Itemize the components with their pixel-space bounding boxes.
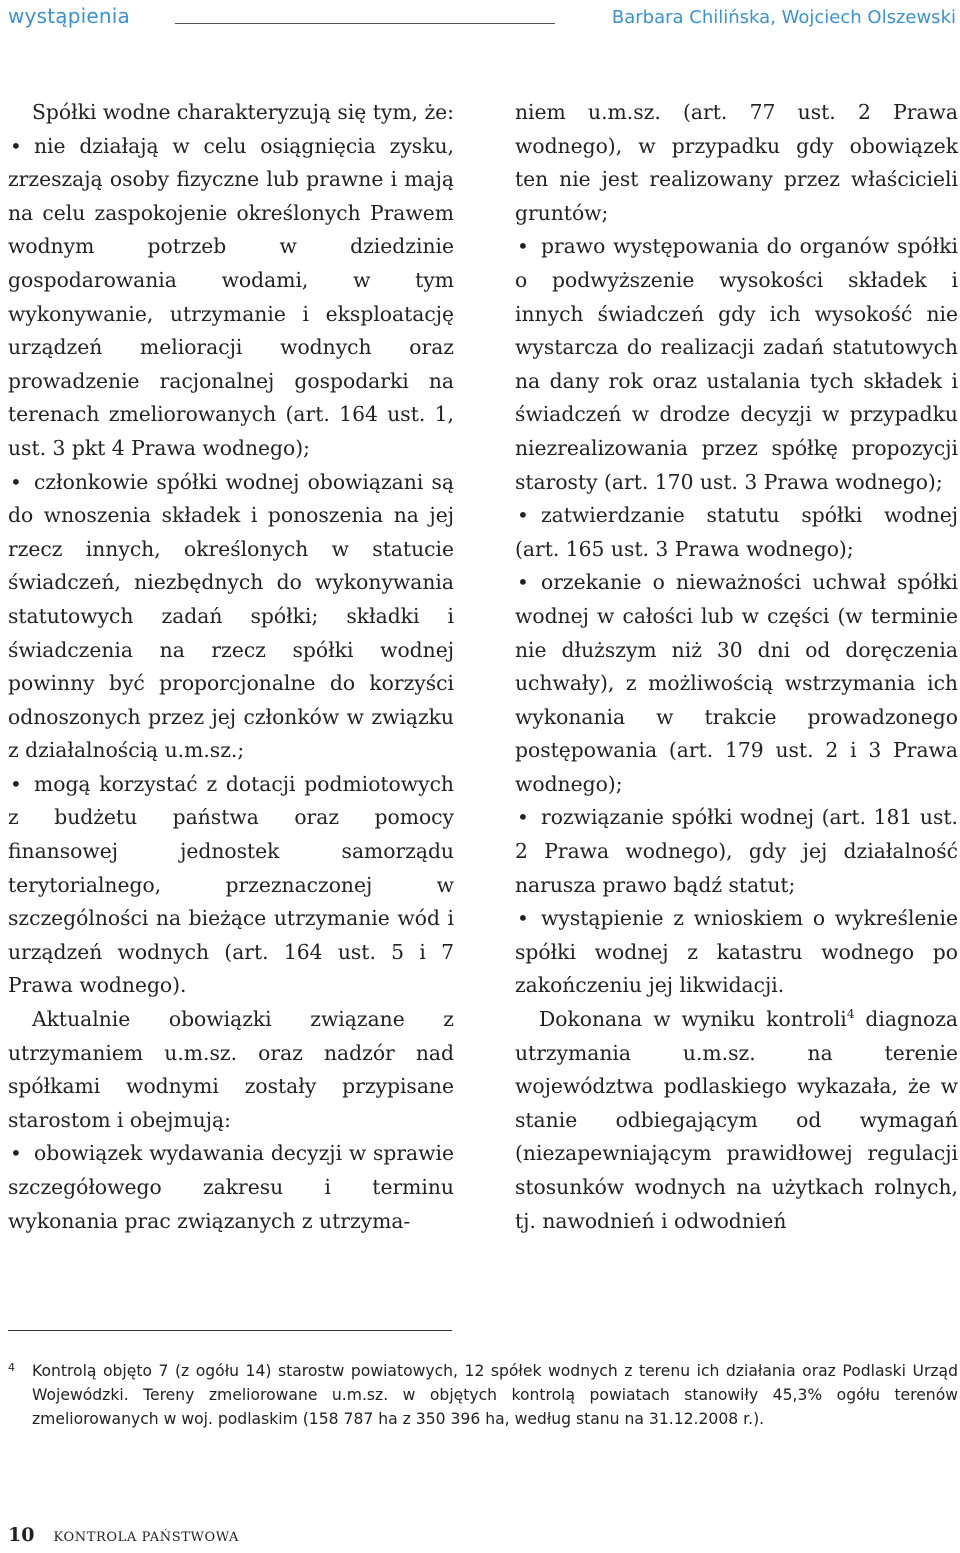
list-item: • zatwierdzanie statutu spółki wodnej (art. 165 ust. 3 Prawa wodnego);: [515, 499, 958, 566]
section-tag: wystąpienia: [8, 4, 130, 28]
left-column: [8, 96, 454, 1238]
findings-text-rest: diagnoza utrzymania u.m.sz. na terenie województwa podlaskiego wykazała, że w stanie odbiegającym od wymagań (niezapewniającym prawidłowej regulacji stosunków wodnych na użytkach rolnych, tj. nawodnień i odwodnień: [515, 1007, 958, 1233]
findings-paragraph: [515, 1003, 958, 1238]
page-footer: [8, 1524, 239, 1546]
footnote-number: 4: [8, 1361, 15, 1374]
intro-paragraph: Spółki wodne charakteryzują się tym, że:: [32, 100, 455, 124]
list-item: • nie działają w celu osiągnięcia zysku, zrzeszają osoby fizyczne lub prawne i mają na celu zaspokojenie określonych Prawem wodnym potrzeb w dziedzinie gospodarowania wodami, w tym wykonywanie, utrzymanie i eksploatację urządzeń melioracji wodnych oraz prowadzenie racjonalnej gospodarki na terenach zmeliorowanych (art. 164 ust. 1, ust. 3 pkt 4 Prawa wodnego);: [8, 130, 454, 466]
findings-text-start: Dokonana w wyniku kontroli: [539, 1007, 847, 1032]
header-rule: [175, 23, 555, 24]
duties-list-continued: [515, 230, 958, 1003]
footnote: [8, 1360, 958, 1431]
continuation-paragraph: niem u.m.sz. (art. 77 ust. 2 Prawa wodnego), w przypadku gdy obowiązek ten nie jest realizowany przez właścicieli gruntów;: [515, 100, 958, 225]
list-item: • prawo występowania do organów spółki o podwyższenie wysokości składek i innych świadczeń gdy ich wysokość nie wystarcza do realizacji zadań statutowych na dany rok oraz ustalania tych składek i świadczeń w drodze decyzji w przypadku niezrealizowania przez spółkę propozycji starosty (art. 170 ust. 3 Prawa wodnego);: [515, 230, 958, 499]
list-item: • członkowie spółki wodnej obowiązani są do wnoszenia składek i ponoszenia na jej rzecz innych, określonych w statucie świadczeń, niezbędnych do wykonywania statutowych zadań spółki; składki i świadczenia na rzecz spółki wodnej powinny być proporcjonalne do korzyści odnoszonych przez jej członków w związku z działalnością u.m.sz.;: [8, 466, 454, 768]
characteristics-list: [8, 130, 454, 1003]
page-number: 10: [8, 1524, 35, 1546]
article-authors: Barbara Chilińska, Wojciech Olszewski: [611, 7, 956, 28]
list-item: • mogą korzystać z dotacji podmiotowych z budżetu państwa oraz pomocy finansowej jednostek samorządu terytorialnego, przeznaczonej w szczególności na bieżące utrzymanie wód i urządzeń wodnych (art. 164 ust. 5 i 7 Prawa wodnego).: [8, 768, 454, 1003]
list-item: • wystąpienie z wnioskiem o wykreślenie spółki wodnej z katastru wodnego po zakończeniu jej likwidacji.: [515, 902, 958, 1003]
duties-list: [8, 1137, 454, 1238]
page-header: [0, 2, 960, 34]
list-item: • rozwiązanie spółki wodnej (art. 181 ust. 2 Prawa wodnego), gdy jej działalność narusza prawo bądź statut;: [515, 801, 958, 902]
footnote-rule: [8, 1330, 452, 1331]
right-column: [515, 96, 958, 1238]
journal-title: KONTROLA PAŃSTWOWA: [53, 1530, 240, 1545]
footnote-text: Kontrolą objęto 7 (z ogółu 14) starostw powiatowych, 12 spółek wodnych z terenu ich działania oraz Podlaski Urząd Wojewódzki. Tereny zmeliorowane u.m.sz. w objętych kontrolą powiatach stanowiły 45,3% ogółu terenów zmeliorowanych w woj. podlaskim (158 787 ha z 350 396 ha, według stanu na 31.12.2008 r.).: [32, 1362, 958, 1428]
footnote-reference[interactable]: 4: [846, 1007, 855, 1022]
list-item: • orzekanie o nieważności uchwał spółki wodnej w całości lub w części (w terminie nie dłuższym niż 30 dni od doręczenia uchwały), z możliwością wstrzymania ich wykonania w trakcie prowadzonego postępowania (art. 179 ust. 2 i 3 Prawa wodnego);: [515, 566, 958, 801]
duties-paragraph: Aktualnie obowiązki związane z utrzymaniem u.m.sz. oraz nadzór nad spółkami wodnymi zostały przypisane starostom i obejmują:: [8, 1007, 454, 1132]
list-item: • obowiązek wydawania decyzji w sprawie szczegółowego zakresu i terminu wykonania prac związanych z utrzyma-: [8, 1137, 454, 1238]
